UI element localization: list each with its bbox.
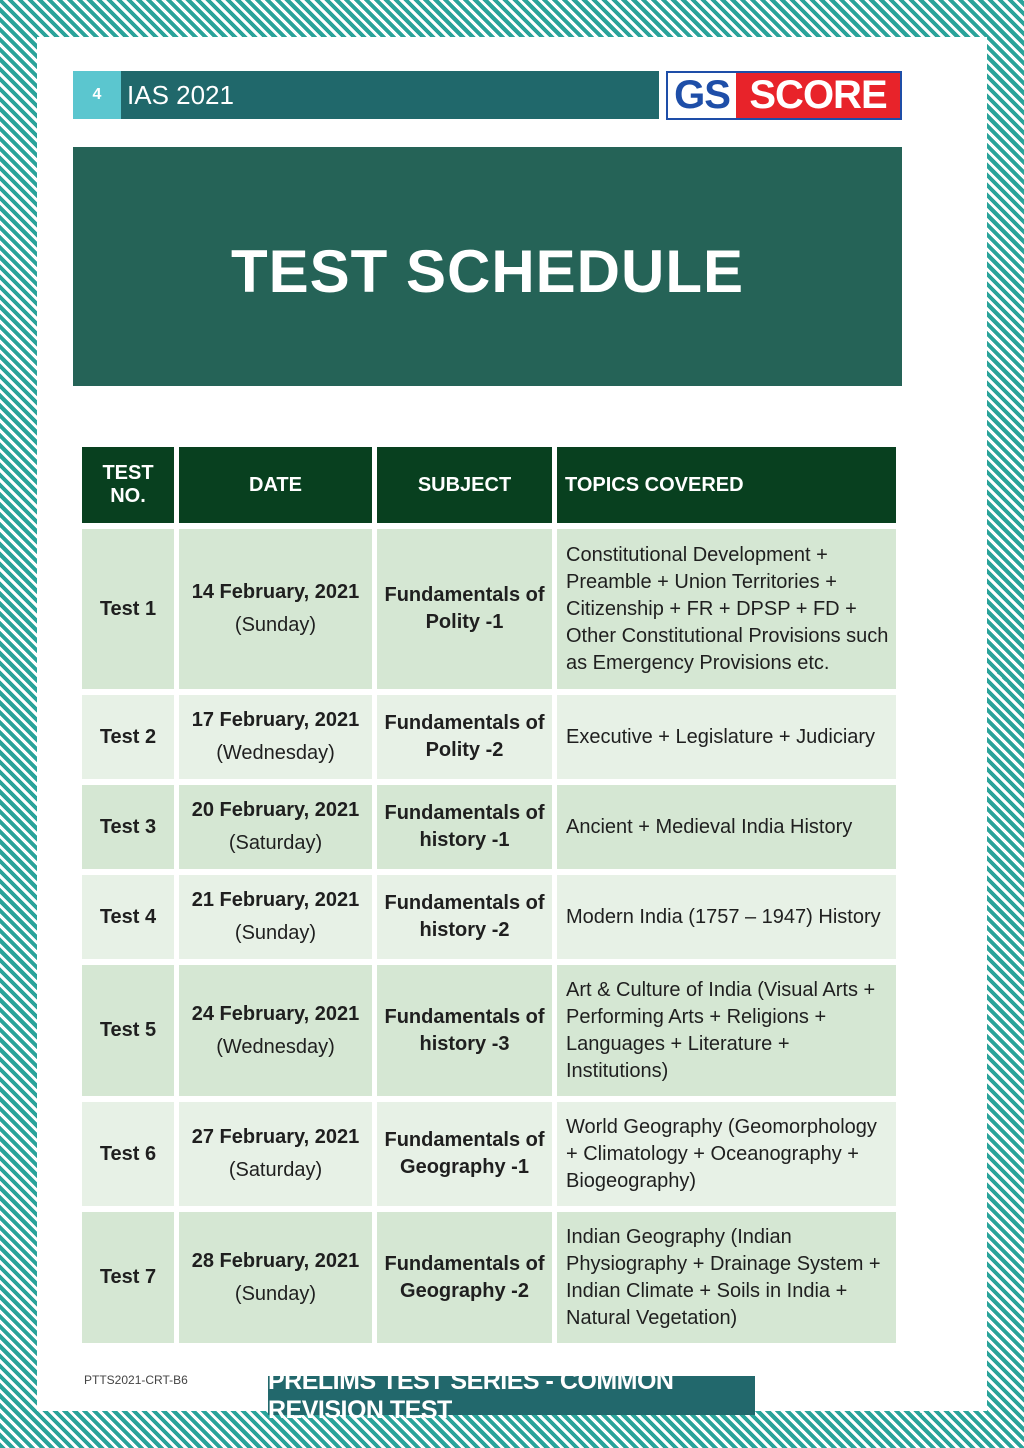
header-date: DATE [179, 447, 372, 523]
test-date-cell [179, 1212, 372, 1343]
test-date: 28 February, 2021 [191, 1249, 360, 1272]
test-date-cell [179, 529, 372, 689]
document-code: PTTS2021-CRT-B6 [84, 1373, 188, 1387]
test-topics: Constitutional Development + Preamble + Union Territories + Citizenship + FR + DPSP + FD + Other Constitutional Provisions such as Emergency Provisions etc. [557, 529, 896, 689]
test-number: Test 3 [82, 785, 174, 869]
test-date: 17 February, 2021 [191, 709, 360, 731]
logo-gs-text: GS [668, 73, 736, 118]
test-number: Test 4 [82, 875, 174, 959]
table-row [82, 875, 896, 959]
header-subject: SUBJECT [377, 447, 552, 523]
schedule-table [77, 441, 901, 1349]
test-topics: Modern India (1757 – 1947) History [557, 875, 896, 959]
page-title: TEST SCHEDULE [230, 238, 745, 305]
title-banner [73, 147, 902, 386]
test-date-cell [179, 875, 372, 959]
test-date: 24 February, 2021 [191, 1002, 360, 1025]
test-topics: Ancient + Medieval India History [557, 785, 896, 869]
table-row [82, 529, 896, 689]
test-number: Test 6 [82, 1102, 174, 1206]
logo-score-text: SCORE [736, 73, 900, 118]
test-date: 27 February, 2021 [191, 1126, 360, 1148]
test-day: (Wednesday) [216, 1035, 335, 1058]
test-subject: Fundamentals of history -1 [377, 785, 552, 869]
test-subject: Fundamentals of Geography -1 [377, 1102, 552, 1206]
test-number: Test 2 [82, 695, 174, 779]
footer-banner: PRELIMS TEST SERIES - COMMON REVISION TEST [268, 1376, 755, 1415]
table-header-row [82, 447, 896, 523]
test-date-cell [179, 785, 372, 869]
test-date-cell [179, 965, 372, 1096]
table-row [82, 965, 896, 1096]
test-date-cell [179, 1102, 372, 1206]
test-date: 20 February, 2021 [191, 799, 360, 821]
gs-score-logo [666, 71, 902, 120]
test-topics: Art & Culture of India (Visual Arts + Performing Arts + Religions + Languages + Literature + Institutions) [557, 965, 896, 1096]
table-row [82, 1212, 896, 1343]
test-date: 14 February, 2021 [191, 581, 360, 603]
header-topics: TOPICS COVERED [557, 447, 896, 523]
test-subject: Fundamentals of Geography -2 [377, 1212, 552, 1343]
test-topics: Executive + Legislature + Judiciary [557, 695, 896, 779]
test-day: (Saturday) [228, 1159, 323, 1181]
test-subject: Fundamentals of history -3 [377, 965, 552, 1096]
header-title: IAS 2021 [121, 71, 659, 119]
table-row [82, 785, 896, 869]
table-row [82, 1102, 896, 1206]
header-test-no: TEST NO. [82, 447, 174, 523]
test-day: (Wednesday) [216, 742, 335, 764]
test-subject: Fundamentals of Polity -2 [377, 695, 552, 779]
page-number: 4 [73, 71, 121, 119]
test-date-cell [179, 695, 372, 779]
test-subject: Fundamentals of history -2 [377, 875, 552, 959]
test-topics: World Geography (Geomorphology + Climatology + Oceanography + Biogeography) [557, 1102, 896, 1206]
test-topics: Indian Geography (Indian Physiography + Drainage System + Indian Climate + Soils in India + Natural Vegetation) [557, 1212, 896, 1343]
test-number: Test 5 [82, 965, 174, 1096]
test-number: Test 1 [82, 529, 174, 689]
test-day: (Saturday) [228, 832, 323, 854]
test-day: (Sunday) [234, 1282, 317, 1305]
test-subject: Fundamentals of Polity -1 [377, 529, 552, 689]
table-row [82, 695, 896, 779]
test-date: 21 February, 2021 [191, 889, 360, 911]
test-day: (Sunday) [234, 922, 317, 944]
test-number: Test 7 [82, 1212, 174, 1343]
test-day: (Sunday) [234, 614, 317, 636]
